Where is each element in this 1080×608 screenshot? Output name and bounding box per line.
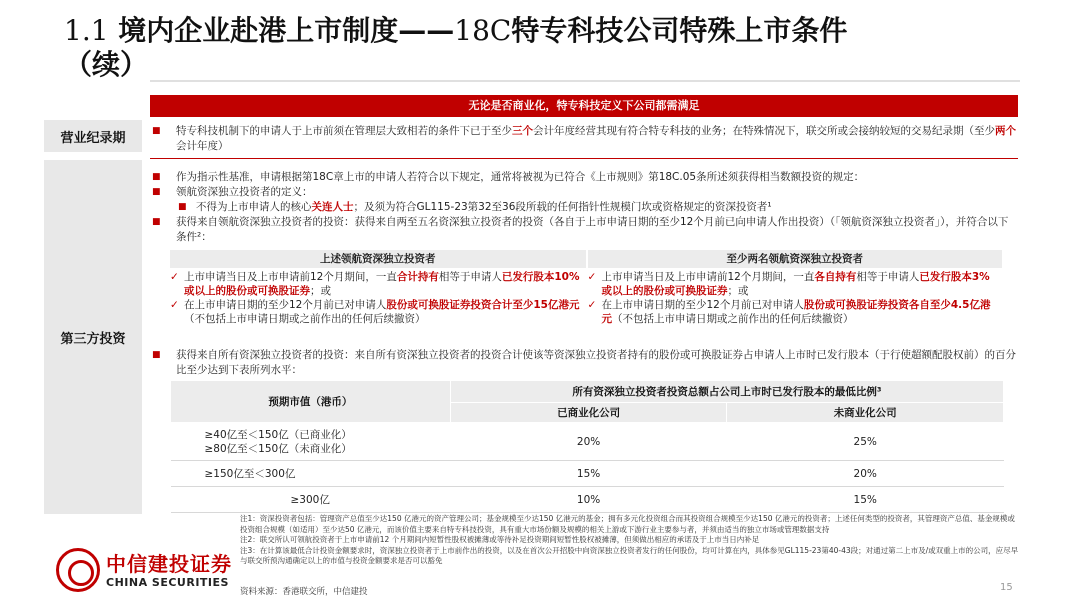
table-cell: 15% <box>727 487 1004 513</box>
bullet-item: ■ 特专科技机制下的申请人于上市前须在管理层大致相若的条件下已于至少三个会计年度经营其现有符合特专科技的业务；在特殊情况下，联交所或会接纳较短的交易纪录期（至少两个会计年度） <box>150 124 1018 154</box>
track-record-section <box>150 124 1018 154</box>
bullet-item: ■ 获得来自领航资深独立投资者的投资：获得来自两至五名资深独立投资者的投资（各自于上市申请日期的至少12个月前已向申请人作出投资）（「领航资深独立投资者」），并符合以下条件²： <box>150 215 1018 245</box>
sub-bullet-item: ■ 不得为上市申请人的核心关连人士；及须为符合GL115-23第32至36段所载的任何指针性规模门坎或资格规定的资深投资者¹ <box>150 200 1018 215</box>
check-item: ✓ 在上市申请日期的至少12个月前已对申请人股份或可换股证券投资合计至少15亿港元（不包括上市申请日期或之前作出的任何后续撤资） <box>170 298 582 326</box>
title-text-post: 特专科技公司特殊上市条件 <box>511 14 848 47</box>
check-item: ✓ 上市申请当日及上市申请前12个月期间，一直各自持有相等于申请人已发行股本3%或以上的股份或可换股证券；或 <box>588 270 999 298</box>
market-cap-table <box>170 380 1004 513</box>
table-cell <box>170 268 587 328</box>
title-line2: （续） <box>64 48 149 81</box>
bullet-item: ■ 获得来自所有资深独立投资者的投资：来自所有资深独立投资者的投资合计使该等资深独立投资者持有的股份或可换股证券占申请人上市时已发行股本（于行使超额配股权前）的百分比至少达到下表所列水平： <box>150 348 1018 378</box>
table-row <box>171 487 1004 513</box>
side-label-text: 第三方投资 <box>60 331 126 347</box>
table-cell: 10% <box>450 487 727 513</box>
check-item: ✓ 上市申请当日及上市申请前12个月期间，一直合计持有相等于申请人已发行股本10%或以上的股份或可换股证券；或 <box>170 270 582 298</box>
company-logo <box>56 546 236 596</box>
title-text-pre: 境内企业赴港上市制度—— <box>118 14 455 47</box>
footnote: 注3：在计算该最低合计投资金额要求时，资深独立投资者于上市前作出的投资，以及在首次公开招股中向资深独立投资者发行的任何股份，均可计算在内，具体参见GL115-23第40-43段；对通过第二上市及/或双重上市的公司，应尽早与联交所预沟通确定以上的市值与投资金额要求是否可以豁免 <box>240 545 1019 565</box>
logo-text-cn: 中信建投证券 <box>106 552 232 576</box>
footnote: 注1：资深投资者包括：管理资产总值至少达150 亿港元的资产管理公司；基金规模至少达150 亿港元的基金；拥有多元化投资组合而其投资组合规模至少达150 亿港元的投资者；上述任何类型的投资者，其管理资产总值、基金规模或投资组合规模（如适用）至少达50 亿港元，而该价值主要来自特专科技投资，具有重大市场份额及规模的相关上游或下游行业主要参与者，并须由适当的独立市场或管理数据支持 <box>240 514 1015 534</box>
side-label-text: 营业纪录期 <box>60 130 126 146</box>
section-divider <box>150 158 1018 159</box>
table-header: 预期市值（港币） <box>171 381 451 423</box>
page-title <box>64 14 1024 82</box>
table-cell: ≥150亿至＜300亿 <box>171 461 451 487</box>
table-row <box>171 423 1004 461</box>
side-label-track-record <box>44 120 142 152</box>
logo-text-en: CHINA SECURITIES <box>106 576 229 589</box>
table-cell <box>587 268 1004 328</box>
table-cell: ≥300亿 <box>171 487 451 513</box>
table-cell: 25% <box>727 423 1004 461</box>
table-header: 所有资深独立投资者投资总额占公司上市时已发行股本的最低比例³ <box>450 381 1003 403</box>
all-investors-section <box>150 348 1018 378</box>
side-label-third-party <box>44 160 142 514</box>
table-cell: ≥40亿至＜150亿（已商业化） ≥80亿至＜150亿（未商业化） <box>171 423 451 461</box>
logo-mark-icon <box>56 548 100 592</box>
lead-investor-table <box>170 250 1004 328</box>
table-cell: 20% <box>727 461 1004 487</box>
title-text-mid: 18C <box>454 14 512 47</box>
footnote: 注2：联交所认可领航投资者于上市申请前12 个月期间内短暂性股权被摊薄或等待补足投资期间短暂性股权被摊薄，但须做出相应的承诺及于上市当日内补足 <box>240 535 760 544</box>
table-header: 上述领航资深独立投资者 <box>170 250 587 268</box>
table-cell: 20% <box>450 423 727 461</box>
third-party-investment-section <box>150 170 1018 245</box>
title-number: 1.1 <box>64 14 109 47</box>
bullet-item: ■ 作为指示性基准，申请根据第18C章上市的申请人若符合以下规定，通常将被视为已符合《上市规则》第18C.05条所述须获得相当数额投资的规定： <box>150 170 1018 185</box>
page-number: 15 <box>1000 582 1013 593</box>
source-note: 资料来源：香港联交所，中信建投 <box>240 587 368 597</box>
footnotes <box>240 514 1020 567</box>
check-item: ✓ 在上市申请日期的至少12个月前已对申请人股份或可换股证券投资各自至少4.5亿港元（不包括上市申请日期或之前作出的任何后续撤资） <box>588 298 999 326</box>
table-cell: 15% <box>450 461 727 487</box>
table-header: 未商业化公司 <box>727 403 1004 423</box>
title-divider <box>150 80 1020 82</box>
bullet-item: ■ 领航资深独立投资者的定义： <box>150 185 1018 200</box>
requirement-banner: 无论是否商业化，特专科技定义下公司都需满足 <box>150 95 1018 117</box>
table-row <box>171 461 1004 487</box>
table-header: 已商业化公司 <box>450 403 727 423</box>
table-header: 至少两名领航资深独立投资者 <box>587 250 1004 268</box>
